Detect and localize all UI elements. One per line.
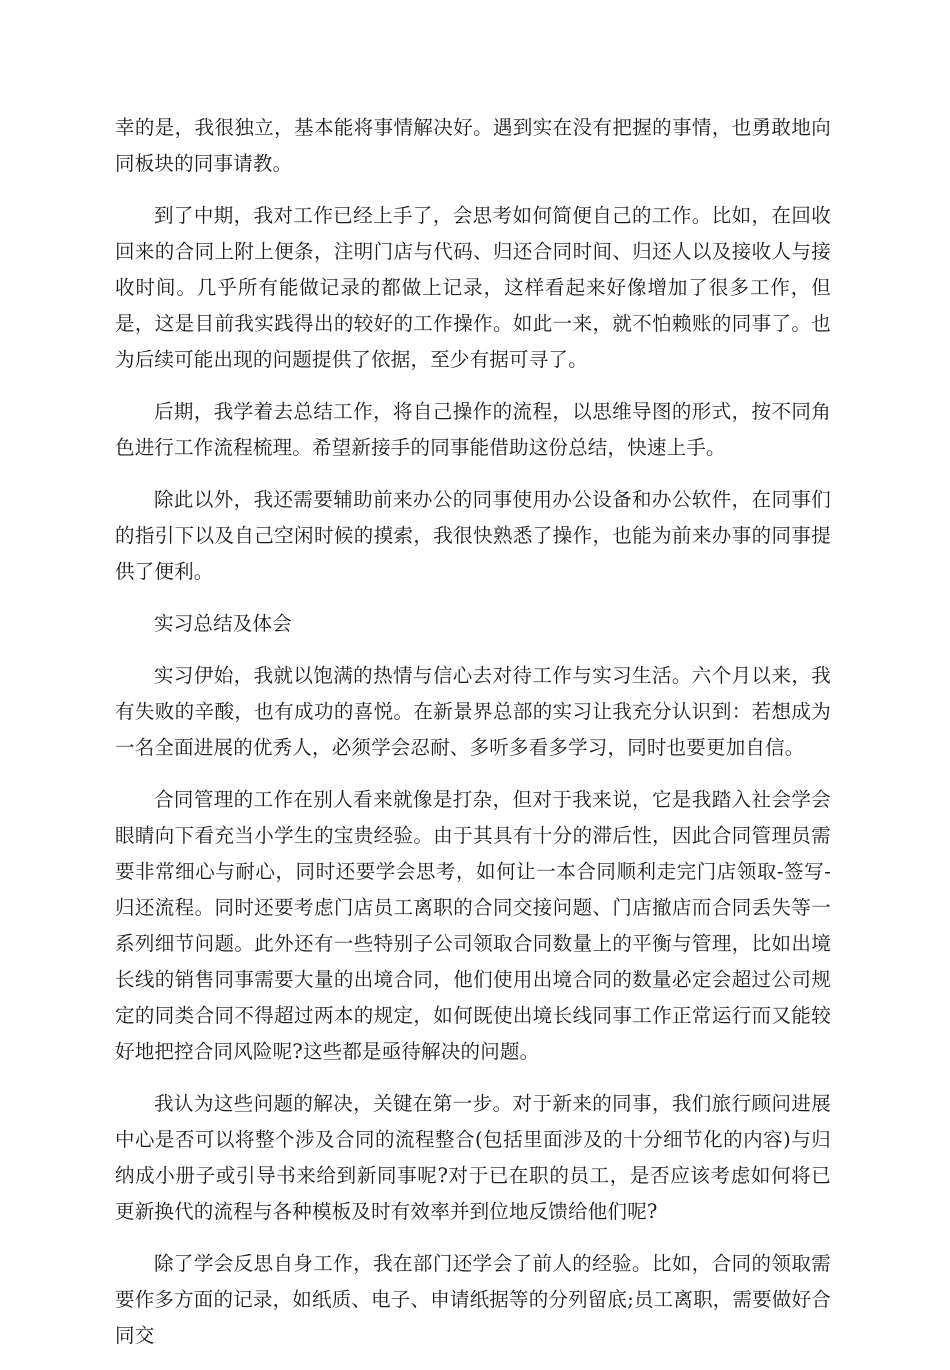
paragraph-office-support: 除此以外，我还需要辅助前来办公的同事使用办公设备和办公软件，在同事们的指引下以及自己空闲时候的摸索，我很快熟悉了操作，也能为前来办事的同事提供了便利。 [115,488,831,583]
paragraph-mid-period: 到了中期，我对工作已经上手了，会思考如何简便自己的工作。比如，在回收回来的合同上附上便条，注明门店与代码、归还合同时间、归还人以及接收人与接收时间。几乎所有能做记录的都做上记录，这样看起来好像增加了很多工作，但是，这是目前我实践得出的较好的工作操作。如此一来，就不怕赖账的同事了。也为后续可能出现的问题提供了依据，至少有据可寻了。 [115,204,831,371]
paragraph-late-period: 后期，我学着去总结工作，将自己操作的流程，以思维导图的形式，按不同角色进行工作流程梳理。希望新接手的同事能借助这份总结，快速上手。 [115,400,831,459]
paragraph-internship-start: 实习伊始，我就以饱满的热情与信心去对待工作与实习生活。六个月以来，我有失败的辛酸，也有成功的喜悦。在新景界总部的实习让我充分认识到：若想成为一名全面进展的优秀人，必须学会忍耐、多听多看多学习，同时也要更加自信。 [115,664,831,759]
paragraph-contract-management: 合同管理的工作在别人看来就像是打杂，但对于我来说，它是我踏入社会学会眼睛向下看充当小学生的宝贵经验。由于其具有十分的滞后性，因此合同管理员需要非常细心与耐心，同时还要学会思考，如何让一本合同顺利走完门店领取-签写-归还流程。同时还要考虑门店员工离职的合同交接问题、门店撤店而合同丢失等一系列细节问题。此外还有一些特别子公司领取合同数量上的平衡与管理，比如出境长线的销售同事需要大量的出境合同，他们使用出境合同的数量必定会超过公司规定的同类合同不得超过两本的规定，如何既使出境长线同事工作正常运行而又能较好地把控合同风险呢?这些都是亟待解决的问题。 [115,788,831,1063]
document-body [115,110,831,1370]
paragraph-continuation: 幸的是，我很独立，基本能将事情解决好。遇到实在没有把握的事情，也勇敢地向同板块的同事请教。 [115,116,831,175]
section-heading: 实习总结及体会 [154,612,292,635]
paragraph-solutions: 我认为这些问题的解决，关键在第一步。对于新来的同事，我们旅行顾问进展中心是否可以将整个涉及合同的流程整合(包括里面涉及的十分细节化的内容)与归纳成小册子或引导书来给到新同事呢?对于已在职的员工，是否应该考虑如何将已更新换代的流程与各种模板及时有效率并到位地反馈给他们呢? [115,1092,831,1223]
paragraph-reflection: 除了学会反思自身工作，我在部门还学会了前人的经验。比如，合同的领取需要作多方面的记录，如纸质、电子、申请纸据等的分列留底;员工离职，需要做好合同交 [115,1252,831,1347]
